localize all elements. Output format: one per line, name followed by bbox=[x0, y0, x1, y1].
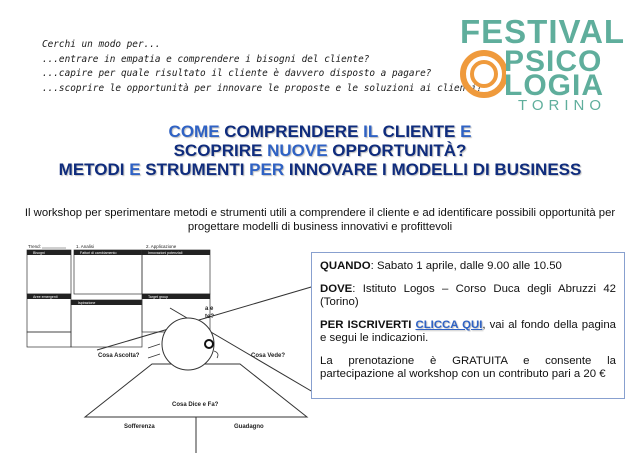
headline-line-2 bbox=[0, 141, 640, 160]
label-cosa-dice: Cosa Dice e Fa? bbox=[172, 402, 219, 408]
where-row bbox=[320, 283, 616, 310]
register-text: , vai al fondo della pagina e segui le indicazioni. bbox=[320, 318, 616, 344]
headline-segment: OPPORTUNITÀ? bbox=[332, 141, 467, 160]
intro-line: Cerchi un modo per... bbox=[42, 39, 161, 50]
headline-segment: CLIENTE bbox=[382, 122, 456, 141]
label-cosa-vede: Cosa Vede? bbox=[251, 353, 286, 359]
headline-segment: STRUMENTI bbox=[145, 160, 245, 179]
event-info-box bbox=[311, 252, 625, 399]
logo-line-psico: PSICO bbox=[504, 45, 603, 78]
canvas-diagram bbox=[0, 240, 320, 453]
headline-segment: NUOVE bbox=[262, 141, 333, 160]
headline-segment: METODI bbox=[58, 160, 125, 179]
workshop-description: Il workshop per sperimentare metodi e strumenti utili a comprendere il cliente e ad identificare possibili opportunità per progettare modelli di business innovativi e profittevoli bbox=[24, 207, 616, 233]
box-ispirazione-label: Ispirazione bbox=[78, 301, 96, 305]
box-target-label: Target group bbox=[148, 295, 169, 299]
intro-line: ...scoprire le opportunità per innovare le proposte e le soluzioni ai clienti? bbox=[42, 82, 483, 94]
intro-line: ...capire per quale risultato il cliente è davvero disposto a pagare? bbox=[42, 68, 432, 79]
when-label: QUANDO bbox=[320, 260, 371, 272]
logo-line-festival: FESTIVAL bbox=[460, 13, 626, 50]
headline-segment: COME bbox=[168, 122, 225, 141]
box-aree-text: Aree emergenti bbox=[33, 295, 58, 299]
trend-label: Trend: bbox=[28, 244, 41, 249]
partial-label-b: te? bbox=[205, 314, 214, 320]
headline-segment: IL bbox=[358, 122, 383, 141]
logo-line-torino: TORINO bbox=[518, 97, 607, 114]
box-innovazioni-label: Innovazioni potenziali bbox=[148, 251, 183, 255]
logo-rings-icon bbox=[458, 44, 506, 102]
festival-logo bbox=[458, 14, 633, 114]
when-row bbox=[320, 260, 616, 274]
note-text: La prenotazione è GRATUITA e consente la partecipazione al workshop con un contributo pari a 20 € bbox=[320, 354, 616, 380]
register-link[interactable]: CLICCA QUI bbox=[415, 318, 483, 331]
partial-label-a: a e bbox=[205, 306, 214, 312]
headline-segment: PER bbox=[244, 160, 289, 179]
box-aree-label bbox=[33, 295, 58, 299]
label-cosa-ascolta: Cosa Ascolta? bbox=[98, 353, 140, 359]
col1-label: 1. Analisi bbox=[76, 244, 95, 249]
register-row bbox=[320, 319, 616, 346]
headline bbox=[0, 122, 640, 179]
register-label: PER ISCRIVERTI bbox=[320, 318, 412, 331]
headline-line-1 bbox=[0, 122, 640, 141]
col2-label: 2. Applicazione bbox=[146, 244, 177, 249]
when-text: : Sabato 1 aprile, dalle 9.00 alle 10.50 bbox=[370, 260, 562, 272]
where-label: DOVE bbox=[320, 282, 353, 295]
headline-segment: SCOPRIRE bbox=[173, 141, 263, 160]
box-bisogni-label: Bisogni bbox=[33, 251, 45, 255]
headline-segment: E bbox=[455, 122, 472, 141]
where-text: : Istituto Logos – Corso Duca degli Abruzzi 42 (Torino) bbox=[320, 282, 616, 308]
headline-segment: INNOVARE I MODELLI DI BUSINESS bbox=[288, 160, 582, 179]
logo-line-logia: LOGIA bbox=[504, 69, 604, 102]
headline-line-3 bbox=[0, 160, 640, 179]
box-fattori-label: Fattori di cambiamento bbox=[80, 251, 117, 255]
label-sofferenza: Sofferenza bbox=[124, 424, 155, 430]
label-guadagno: Guadagno bbox=[234, 424, 264, 430]
intro-questions bbox=[42, 38, 483, 96]
headline-segment: COMPRENDERE bbox=[224, 122, 359, 141]
intro-line: ...entrare in empatia e comprendere i bisogni del cliente? bbox=[42, 53, 370, 65]
headline-segment: E bbox=[124, 160, 146, 179]
